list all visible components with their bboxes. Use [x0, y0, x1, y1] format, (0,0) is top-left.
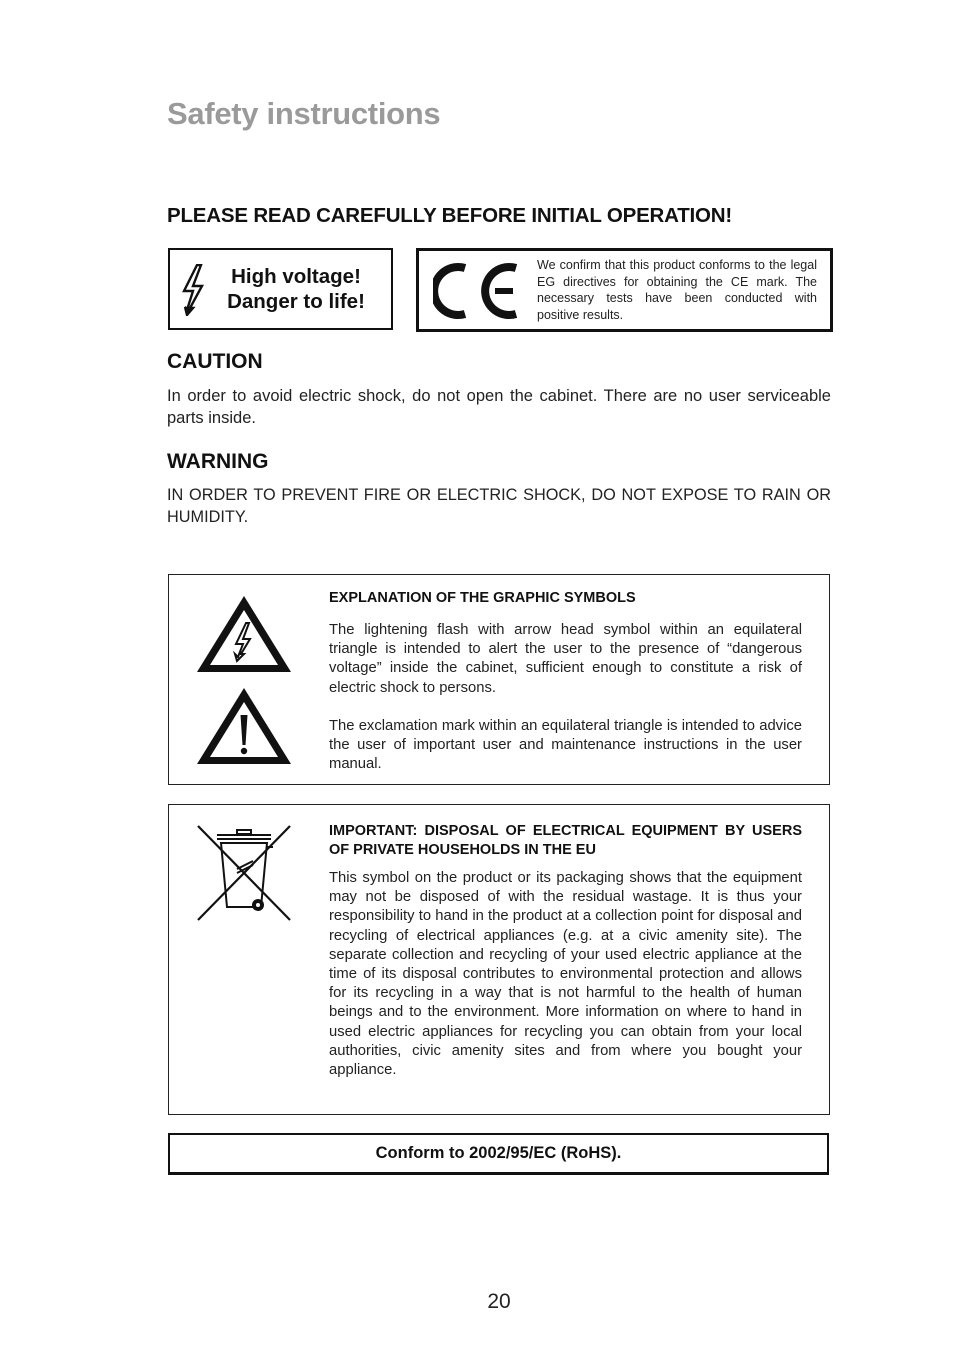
high-voltage-line1: High voltage!: [231, 265, 361, 288]
ce-conformity-text: We confirm that this product conforms to the legal EG directives for obtaining the CE mark. The necessary tests have been conducted with positive results.: [537, 258, 817, 322]
page-number: 20: [487, 1290, 511, 1313]
crossed-out-wheelie-bin-icon: [195, 823, 293, 923]
main-heading: PLEASE READ CAREFULLY BEFORE INITIAL OPERATION!: [167, 204, 733, 227]
disposal-text: This symbol on the product or its packaging shows that the equipment may not be disposed of with the residual wastage. It is thus your responsibility to hand in the product at a collection point for disposal and recycling of electrical appliances (e.g. at a civic amenity site). The separate collection and recycling of your used electric appliance at the time of its disposal contributes to environmental protection and allows for its recycling in a way that is not harmful to the health of human beings and to the environment. More information on where to hand in used electric appliances for recycling you can obtain from your local authorities, civic amenity sites and from where you bought your appliance.: [329, 870, 802, 1079]
warning-heading: WARNING: [167, 450, 269, 473]
disposal-heading: IMPORTANT: DISPOSAL OF ELECTRICAL EQUIPMENT BY USERS OF PRIVATE HOUSEHOLDS IN THE EU: [329, 823, 802, 858]
caution-heading: CAUTION: [167, 350, 263, 373]
page-title: Safety instructions: [167, 96, 441, 131]
lightning-bolt-icon: [180, 264, 208, 316]
ce-conformity-box: [416, 248, 833, 332]
disposal-box: [168, 804, 830, 1115]
lightning-warning-triangle-icon: [194, 593, 294, 675]
rohs-box: [168, 1133, 829, 1175]
graphic-symbols-box: [168, 574, 830, 785]
warning-text: IN ORDER TO PREVENT FIRE OR ELECTRIC SHOCK, DO NOT EXPOSE TO RAIN OR HUMIDITY.: [167, 486, 831, 526]
caution-text: In order to avoid electric shock, do not open the cabinet. There are no user serviceable parts inside.: [167, 387, 831, 427]
symbols-heading: EXPLANATION OF THE GRAPHIC SYMBOLS: [329, 590, 636, 606]
exclamation-symbol-text: The exclamation mark within an equilateral triangle is intended to advice the user of important user and maintenance instructions in the user manual.: [329, 718, 802, 773]
high-voltage-text: [216, 264, 376, 314]
rohs-text: Conform to 2002/95/EC (RoHS).: [375, 1144, 622, 1162]
ce-mark-icon: [433, 261, 523, 321]
high-voltage-line2: Danger to life!: [227, 290, 365, 313]
lightning-symbol-text: The lightening flash with arrow head symbol within an equilateral triangle is intended to alert the user to the presence of “dangerous voltage” inside the cabinet, sufficient enough to constitute a risk of electric shock to persons.: [329, 622, 802, 696]
exclamation-warning-triangle-icon: [194, 685, 294, 767]
high-voltage-box: [168, 248, 393, 330]
